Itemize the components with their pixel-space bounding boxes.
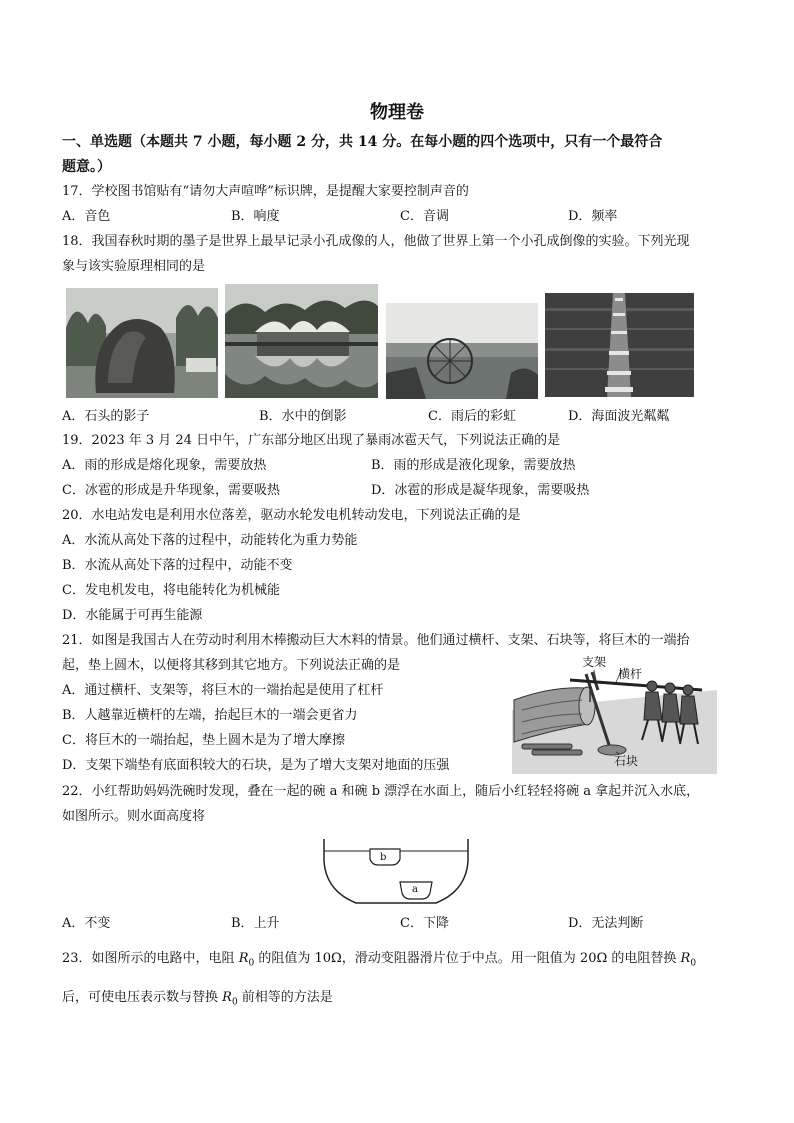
q18-option-d: D．海面波光粼粼 [568,409,670,424]
q18-stem-line1: 18．我国春秋时期的墨子是世界上最早记录小孔成像的人，他做了世界上第一个小孔成倒像的实验。下列光现 [62,234,690,249]
q23-text-1a: 23．如图所示的电路中，电阻 [62,951,239,966]
q22-stem-line1: 22．小红帮助妈妈洗碗时发现，叠在一起的碗 a 和碗 b 漂浮在水面上，随后小红轻轻将碗 a 拿起并沉入水底， [62,784,700,799]
q21-option-d: D．支架下端垫有底面积较大的石块，是为了增大支架对地面的压强 [62,758,450,773]
r0-symbol: R [680,951,691,966]
sea-sparkle-photo [545,293,694,397]
q18-option-a: A．石头的影子 [62,409,150,424]
r0-subscript: 0 [690,958,697,969]
r0-subscript: 0 [231,997,238,1008]
q17-option-a: A．音色 [62,209,111,224]
q19-stem: 19．2023 年 3 月 24 日中午，广东部分地区出现了暴雨冰雹天气，下列说法正确的是 [62,433,561,448]
stone-photo [66,288,218,398]
q21-option-b: B．人越靠近横杆的左端，抬起巨木的一端会更省力 [62,708,358,723]
q19-option-d: D．冰雹的形成是凝华现象，需要吸热 [371,483,590,498]
q22-option-d: D．无法判断 [568,916,644,931]
q23-text-2b: 前相等的方法是 [237,990,333,1005]
bowl-a-label: a [412,884,418,895]
label-stone: 石块 [614,754,639,768]
q20-option-d: D．水能属于可再生能源 [62,608,203,623]
q21-stem-line1: 21．如图是我国古人在劳动时利用木棒搬动巨大木料的情景。他们通过横杆、支架、石块等，将巨木的一端抬 [62,633,690,648]
q21-stem-line2: 起，垫上圆木，以便将其移到其它地方。下列说法正确的是 [62,658,401,673]
q23-stem-line2 [62,990,333,1011]
q19-option-a: A．雨的形成是熔化现象，需要放热 [62,458,267,473]
q21-option-a: A．通过横杆、支架等，将巨木的一端抬起是使用了杠杆 [62,683,384,698]
q23-stem-line1 [62,951,696,972]
q17-option-b: B．响度 [231,209,280,224]
q22-option-b: B．上升 [231,916,280,931]
q20-option-a: A．水流从高处下落的过程中，动能转化为重力势能 [62,533,358,548]
r0-symbol: R [238,951,249,966]
q22-stem-line2: 如图所示。则水面高度将 [62,809,206,824]
bowl-b-label: b [380,852,387,863]
q19-option-c: C．冰雹的形成是升华现象，需要吸热 [62,483,280,498]
q22-option-a: A．不变 [62,916,111,931]
r0-subscript: 0 [248,958,255,969]
q23-text-2a: 后，可使电压表示数与替换 [62,990,223,1005]
bowl-figure [320,835,472,907]
q20-option-b: B．水流从高处下落的过程中，动能不变 [62,558,293,573]
q18-option-b: B．水中的倒影 [259,409,347,424]
q21-option-c: C．将巨木的一端抬起，垫上圆木是为了增大摩擦 [62,733,345,748]
q20-option-c: C．发电机发电，将电能转化为机械能 [62,583,280,598]
q20-stem: 20．水电站发电是利用水位落差，驱动水轮发电机转动发电，下列说法正确的是 [62,508,521,523]
pavilion-reflection-photo [225,284,378,398]
label-bar: 横杆 [618,667,643,681]
section-heading-line1: 一、单选题（本题共 7 小题，每小题 2 分，共 14 分。在每小题的四个选项中，只有一个最符合 [62,134,663,150]
q18-option-c: C．雨后的彩虹 [428,409,516,424]
q17-stem: 17．学校图书馆贴有“请勿大声喧哗”标识牌，是提醒大家要控制声音的 [62,184,469,199]
q17-option-c: C．音调 [400,209,449,224]
q23-text-1b: 的阻值为 10Ω，滑动变阻器滑片位于中点。用一阻值为 20Ω 的电阻替换 [254,951,681,966]
r0-symbol: R [222,990,232,1005]
q17-option-d: D．频率 [568,209,618,224]
label-support: 支架 [582,655,607,669]
page-title: 物理卷 [370,102,424,123]
q22-option-c: C．下降 [400,916,449,931]
section-heading-line2: 题意。） [62,159,111,175]
q19-option-b: B．雨的形成是液化现象，需要放热 [371,458,576,473]
rainbow-photo [386,303,538,399]
q18-stem-line2: 象与该实验原理相同的是 [62,259,206,274]
